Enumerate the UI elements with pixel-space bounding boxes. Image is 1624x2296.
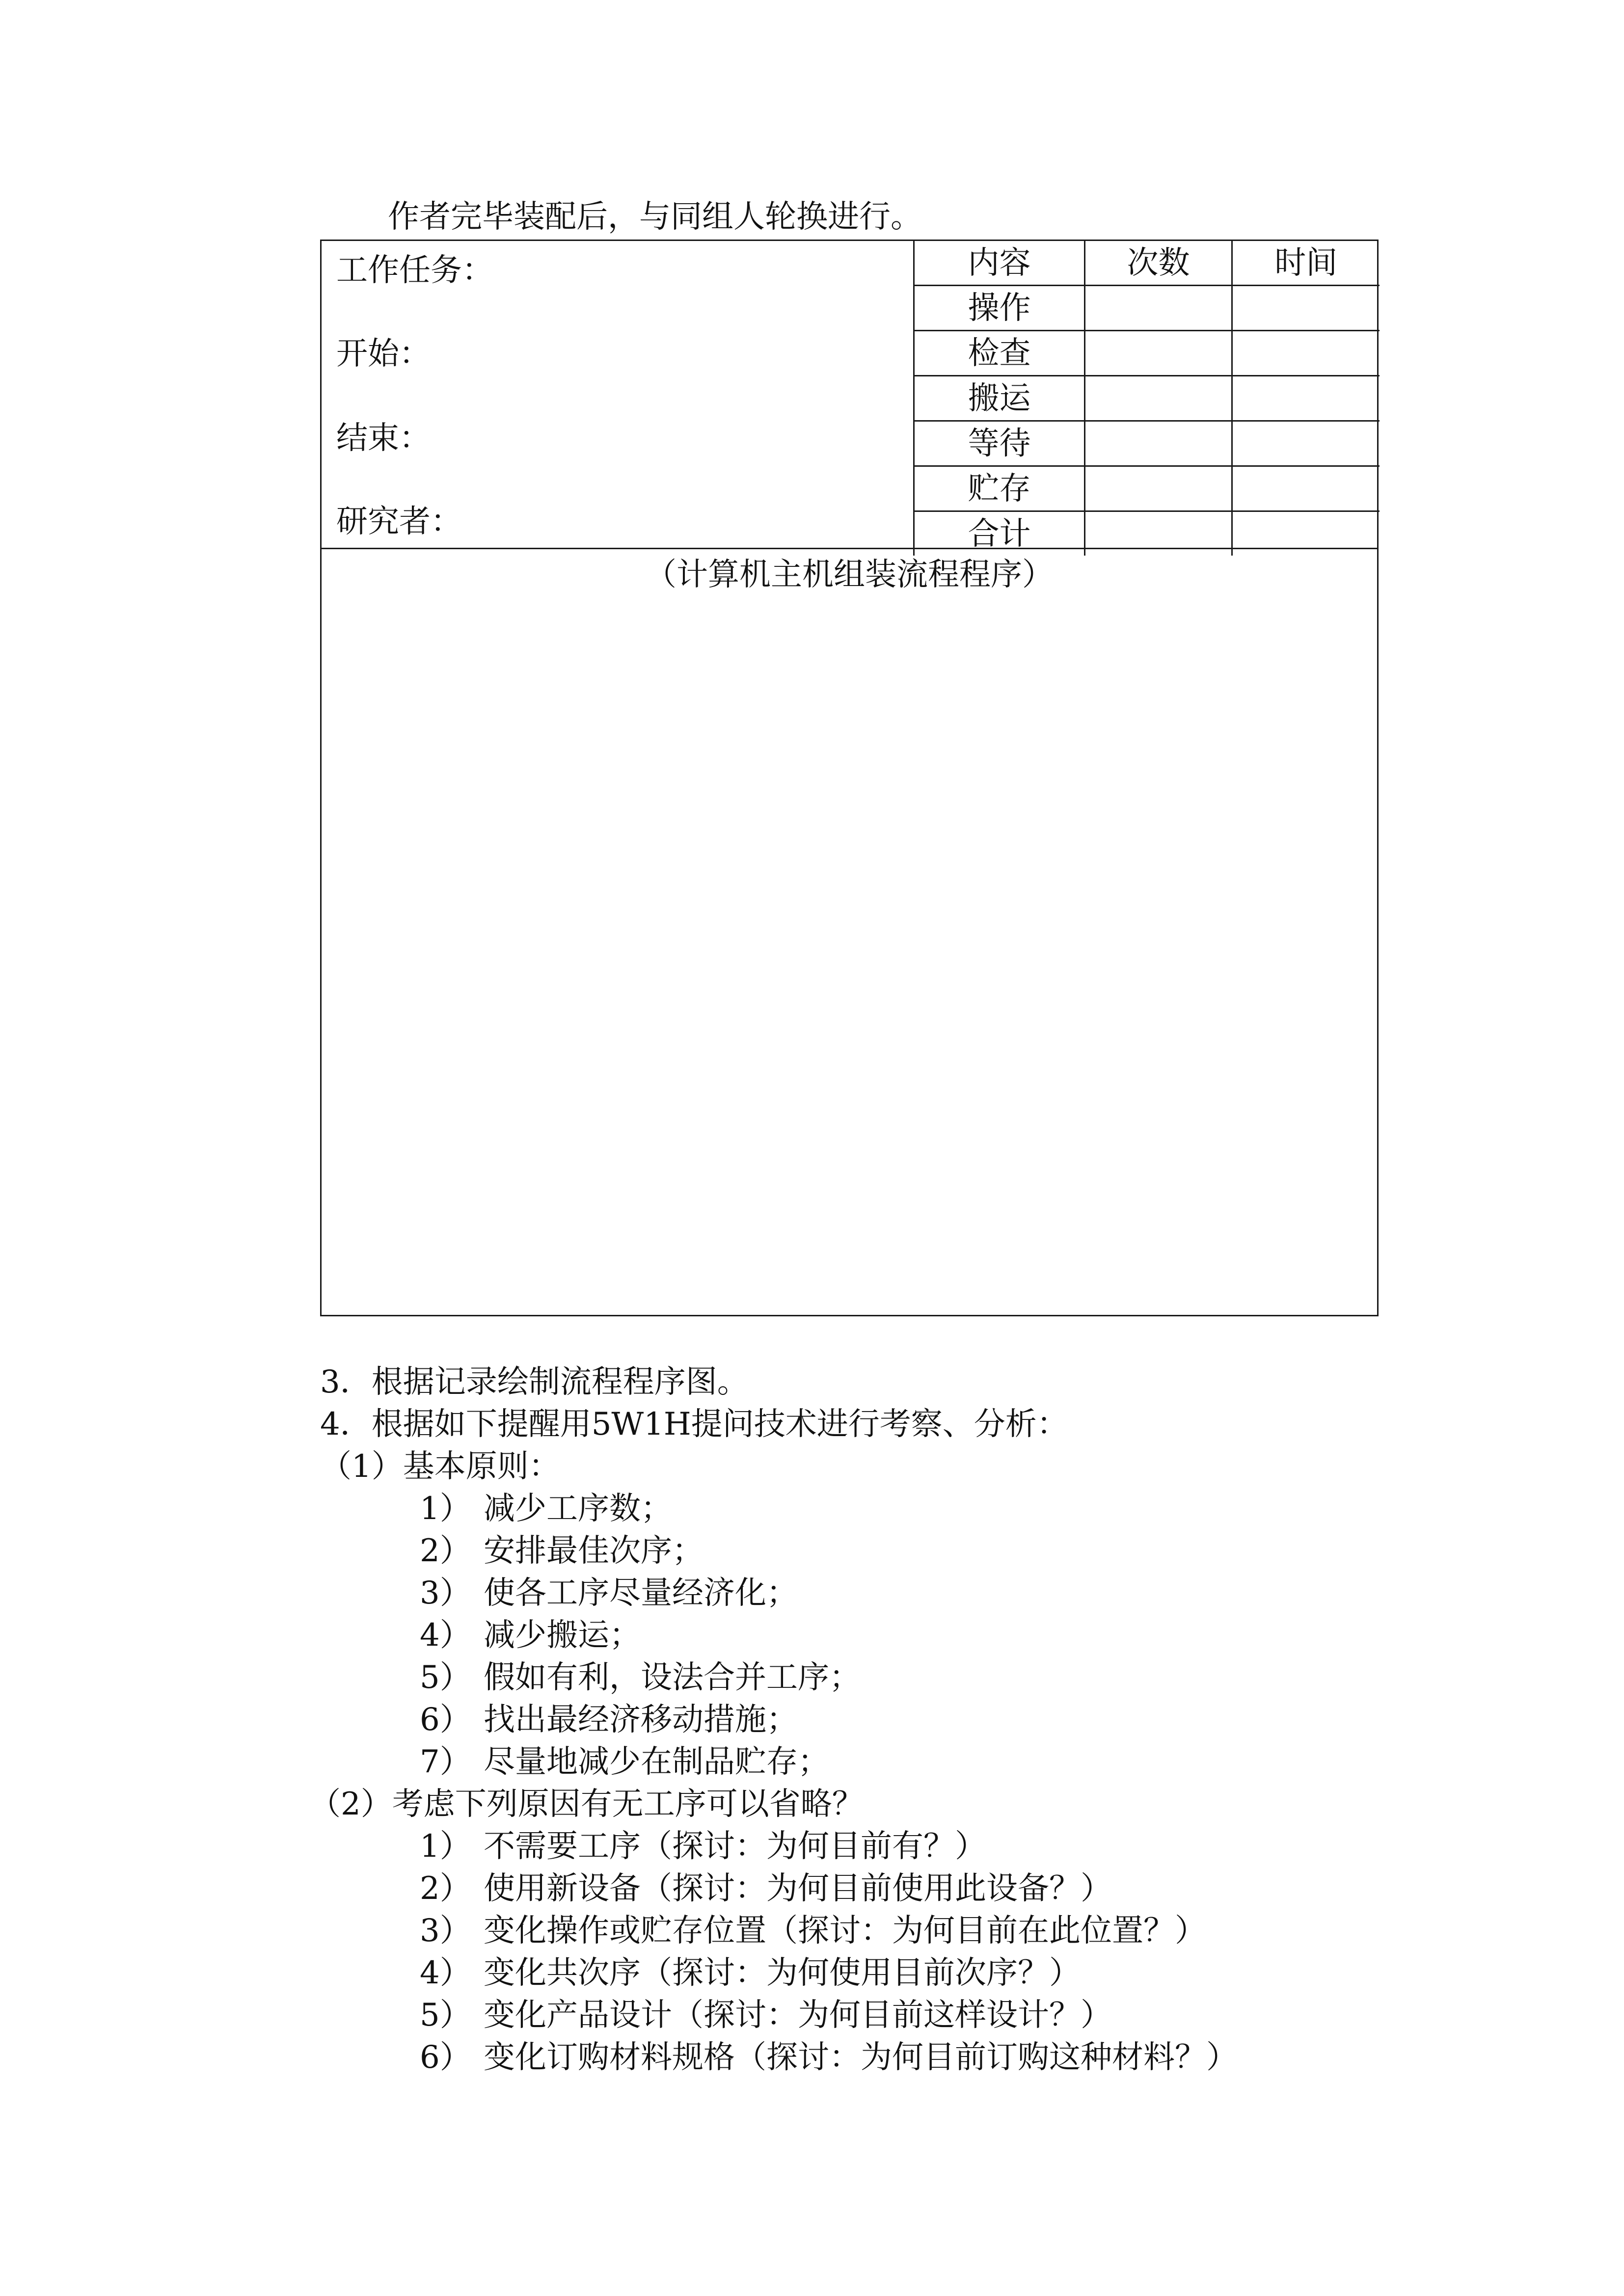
row-label: 合计 [914, 511, 1085, 556]
start-label: 开始： [336, 336, 431, 372]
item-number: 3） [420, 1575, 471, 1611]
list-item [420, 1700, 798, 1739]
header-content: 内容 [914, 241, 1085, 286]
time-cell[interactable] [1232, 286, 1380, 331]
flow-process-form [320, 240, 1379, 1316]
item-number: 1） [420, 1491, 471, 1527]
stats-row [914, 376, 1380, 421]
item-text: 变化产品设计（探讨：为何目前这样设计？） [484, 1997, 1112, 2033]
time-cell[interactable] [1232, 421, 1380, 466]
item-text: 找出最经济移动措施； [484, 1702, 798, 1738]
task-label: 工作任务： [336, 252, 493, 289]
stats-row [914, 421, 1380, 466]
stats-header-row [914, 241, 1380, 286]
item-number: 6） [420, 1702, 471, 1738]
item-text: 变化订购材料规格（探讨：为何目前订购这种材料？） [484, 2039, 1238, 2076]
item-number: 1） [420, 1828, 471, 1865]
item-text: 使用新设备（探讨：为何目前使用此设备？） [484, 1870, 1112, 1907]
item-number: 5） [420, 1997, 471, 2033]
item-text: 假如有利，设法合并工序； [484, 1659, 861, 1696]
item-number: 5） [420, 1659, 471, 1696]
item-number: 4） [420, 1955, 471, 1991]
item-text: 使各工序尽量经济化； [484, 1575, 798, 1611]
list-item [420, 1911, 1206, 1950]
item-number: 7） [420, 1744, 471, 1780]
item-number: 3） [420, 1913, 471, 1949]
list-item [420, 1574, 798, 1613]
section-2-title: （2）考虑下列原因有无工序可以省略？ [309, 1786, 864, 1822]
researcher-label: 研究者： [336, 504, 462, 540]
list-item [420, 1489, 672, 1528]
end-label: 结束： [336, 420, 431, 456]
stats-table [913, 241, 1380, 556]
step-3-text: 3．根据记录绘制流程程序图。 [320, 1364, 749, 1400]
item-text: 减少搬运； [484, 1617, 641, 1654]
count-cell[interactable] [1085, 286, 1232, 331]
time-cell[interactable] [1232, 331, 1380, 376]
flow-chart-area[interactable] [322, 549, 1377, 1315]
task-info-block [322, 241, 913, 548]
list-item [420, 1953, 1081, 1993]
stats-row [914, 466, 1380, 511]
row-label: 检查 [914, 331, 1085, 376]
time-cell[interactable] [1232, 376, 1380, 421]
section-1-title: （1）基本原则： [320, 1448, 560, 1485]
header-count: 次数 [1085, 241, 1232, 286]
count-cell[interactable] [1085, 421, 1232, 466]
item-text: 不需要工序（探讨：为何目前有？） [484, 1828, 986, 1865]
item-number: 6） [420, 2039, 471, 2076]
item-text: 安排最佳次序； [484, 1533, 704, 1569]
stats-row [914, 286, 1380, 331]
row-label: 贮存 [914, 466, 1085, 511]
list-item [420, 1531, 704, 1571]
row-label: 搬运 [914, 376, 1085, 421]
list-item [420, 1869, 1112, 1908]
count-cell[interactable] [1085, 466, 1232, 511]
time-cell[interactable] [1232, 466, 1380, 511]
intro-text: 作者完毕装配后，与同组人轮换进行。 [388, 199, 922, 235]
list-item [420, 2038, 1238, 2077]
row-label: 等待 [914, 421, 1085, 466]
step-4-text: 4．根据如下提醒用5W1H提问技术进行考察、分析： [320, 1406, 1068, 1442]
item-text: 变化共次序（探讨：为何使用目前次序？） [484, 1955, 1081, 1991]
item-text: 减少工序数； [484, 1491, 672, 1527]
list-item [420, 1827, 986, 1866]
item-text: 尽量地减少在制品贮存； [484, 1744, 829, 1780]
count-cell[interactable] [1085, 331, 1232, 376]
chart-caption: （计算机主机组装流程程序） [645, 557, 1054, 593]
count-cell[interactable] [1085, 376, 1232, 421]
stats-row [914, 331, 1380, 376]
list-item [420, 1996, 1112, 2035]
list-item [420, 1658, 861, 1697]
header-time: 时间 [1232, 241, 1380, 286]
list-item [420, 1616, 641, 1655]
item-number: 2） [420, 1533, 471, 1569]
form-header-section [322, 241, 1377, 552]
list-item [420, 1742, 829, 1782]
row-label: 操作 [914, 286, 1085, 331]
item-number: 2） [420, 1870, 471, 1907]
item-number: 4） [420, 1617, 471, 1654]
item-text: 变化操作或贮存位置（探讨：为何目前在此位置？） [484, 1913, 1206, 1949]
